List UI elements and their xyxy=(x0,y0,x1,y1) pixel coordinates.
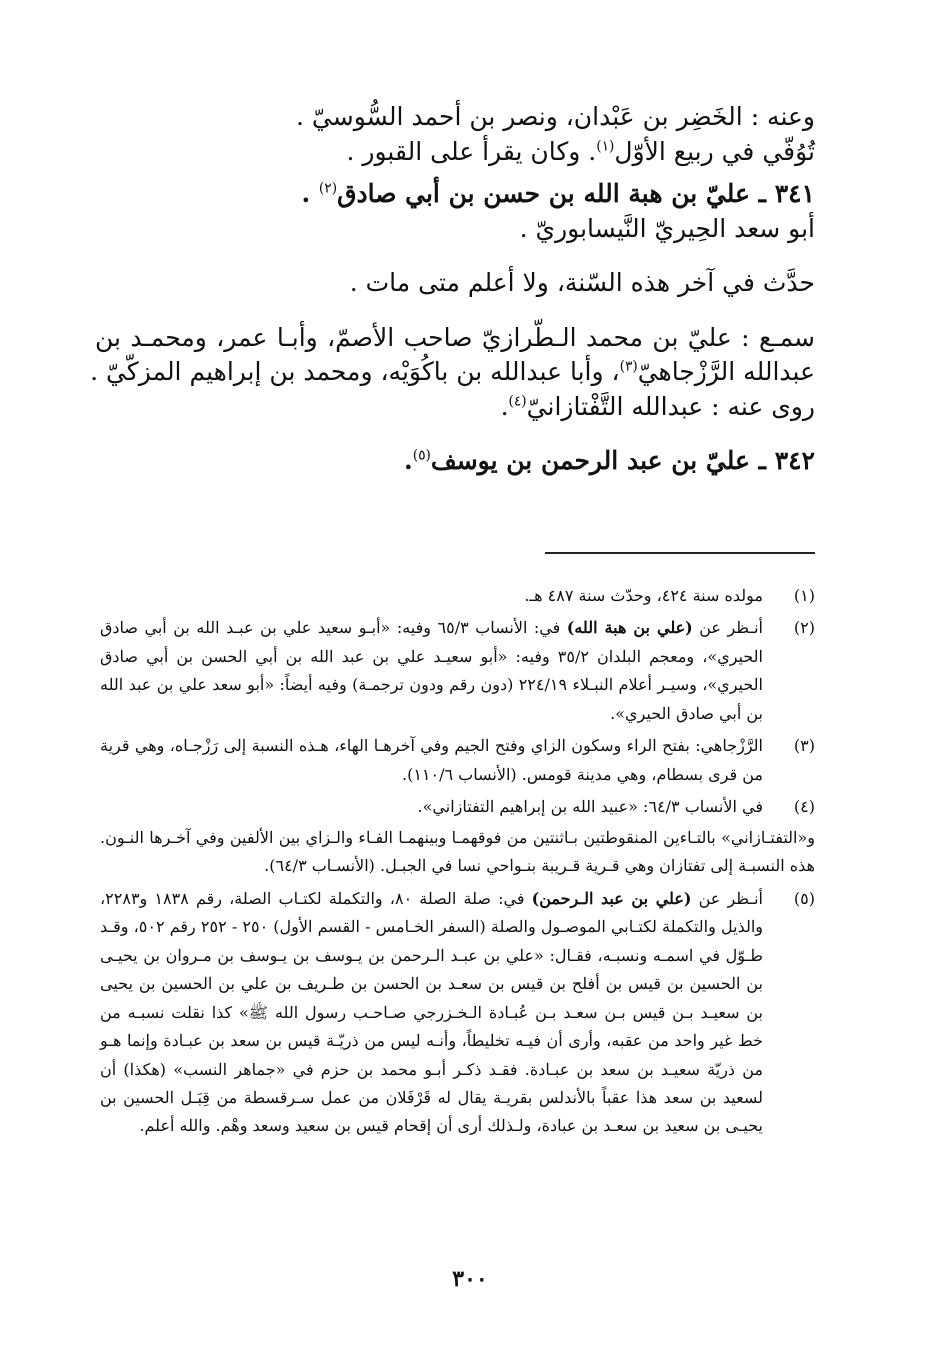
footnote-text-b: في: صلة الصلة ٨٠، والتكملة لكتـاب الصلة، رقم ١٨٣٨ و٢٢٨٣، والذيل والتكملة لكتـابي الموصـول والصلة (السفر الخـامس - القسم الأول) ٢٥٠ - ٢٥٢ رقم ٥٠٢، وقـد طـوّل في اسمـه ونسبـه، فقـال: «علي بن عبـد الـرحمن بن يـوسف بن يـوسف بن مـروان بن يحيـى بن الحسين بن قيس بن أفلح بن قيس بن سعـد بن الحسن بن طـريف بن علي بن الحسين بن يحيى بن سعيـد بـن قيس بـن سعـد بـن عُبـادة الـخـزرجي صـاحـب رسول الله ﷺ» كذا نقلت نسبـه من خط غير واحد من عقبه، وأرى أن فيـه تخليطاً، وأنـه ليس من ذريّـة قيس بن سعد بن عبـادة وإنما هـو من ذريّة سعيـد بن سعد بن عبـادة. فقـد ذكـر أبـو محمد بن حزم في «جماهر النسب» (هكذا) أن لسعيد بن سعد هذا عقباً بالأندلس بقريـة يقال له قَرْفَلان من عمل سـرقسطة من قِبَـل الحسين بن يحيـى بن سعيد بن سعـد بن عبادة، ولـذلك أرى أن إقحام قيس بن سعيد وسعد وهْم. والله أعلم. xyxy=(100,888,764,1136)
entry-342-heading xyxy=(95,444,815,479)
text-line-2-body: تُوُفّي في ربيع الأوّل xyxy=(614,136,815,166)
footnote-divider xyxy=(545,552,815,554)
footnote-number: (١) xyxy=(793,586,815,605)
footnote-number: (٣) xyxy=(793,736,815,756)
entry-341-line6-a: روى عنه : عبدالله التَّفْتازانيّ xyxy=(526,391,815,421)
main-text-block xyxy=(90,100,815,479)
footnote-3 xyxy=(100,732,815,789)
footnote-ref-3[interactable]: (٣) xyxy=(619,358,638,375)
entry-341-heard-from-cont xyxy=(90,355,815,390)
text-line-1: وعنه : الخَضِر بن عَبْدان، ونصر بن أحمد السُّوسيّ . xyxy=(296,102,815,131)
entry-341-line5-a: عبدالله الرَّزْجاهيّ xyxy=(637,357,815,386)
footnote-text-a: أنـظر عن xyxy=(691,888,763,908)
entry-341-line6-b: . xyxy=(500,391,509,421)
entry-341-heard-from: سمـع : عليّ بن محمد الـطّرازيّ صاحب الأصمّ، وأبـا عمر، ومحمـد بن xyxy=(95,322,815,352)
footnote-1 xyxy=(100,582,815,610)
footnote-bold-name: (علي بن عبد الـرحمن) xyxy=(531,888,692,908)
footnote-5 xyxy=(100,885,815,1141)
entry-341-heading-tail: . xyxy=(301,179,319,208)
entry-341-heading xyxy=(95,177,815,212)
footnote-paragraph: و«التفتـازاني» بالتـاءين المنقوطتين بـاثنتين من فوقهمـا وبينهمـا الفـاء والـزاي بين الألفين وفي آخـرها النـون. هذه النسبـة إلى تفتازان وهي قـرية قـريبة بنـواحي نسا في الجبـل. (الأنسـاب ٦٤/٣). xyxy=(100,827,815,876)
entry-341-narrated-by xyxy=(95,390,815,425)
footnote-2 xyxy=(100,614,815,728)
page-number: ٣٠٠ xyxy=(452,1266,488,1292)
footnote-number: (٥) xyxy=(793,888,815,908)
footnote-number: (٢) xyxy=(793,618,815,638)
entry-341-line5-b: ، وأبا عبدالله بن باكُوَيْه، ومحمد بن إبراهيم المزكّيّ . xyxy=(90,357,620,386)
footnotes-section xyxy=(100,582,815,1145)
footnote-text: في الأنساب ٦٤/٣: «عبيد الله بن إبراهيم التفتازاني». xyxy=(417,797,763,817)
entry-342-heading-tail: . xyxy=(404,446,413,475)
footnote-number: (٤) xyxy=(793,797,815,817)
footnote-ref-4[interactable]: (٤) xyxy=(508,393,527,410)
footnote-4 xyxy=(100,793,815,880)
footnote-text-b: في: الأنساب ٦٥/٣ وفيه: «أبـو سعيد علي بن عبـد الله بن أبي صادق الحيري»، ومعجم البلدان ٣٥/٢ وفيه: «أبو سعيـد علي بن عبد الله بن أبي الحسن بن أبي صادق الحيري»، وسيـر أعلام النبـلاء ٢٢٤/١٩ (دون رقم ودون ترجمـة) وفيه أيضاً: «أبو سعد علي بن عبد الله بن أبي صادق الحيري». xyxy=(100,618,763,723)
footnote-ref-2[interactable]: (٢) xyxy=(318,180,338,197)
footnote-text-a: أنـظر عن xyxy=(692,618,763,638)
footnote-ref-1[interactable]: (١) xyxy=(596,138,615,155)
entry-341-kunya: أبو سعد الحِيريّ النَّيسابوريّ . xyxy=(519,213,815,243)
footnote-bold-name: (علي بن هبة الله) xyxy=(566,618,693,638)
text-line-2-tail: . وكان يقرأ على القبور . xyxy=(346,136,597,166)
footnote-text: مولده سنة ٤٢٤، وحدّث سنة ٤٨٧ هـ. xyxy=(524,586,763,605)
entry-341-narration: حدَّث في آخر هذه السّنة، ولا أعلم متى مات . xyxy=(349,268,815,297)
entry-341-title: ٣٤١ ـ عليّ بن هبة الله بن حسن بن أبي صادق xyxy=(337,179,815,208)
footnote-text: الرَّزْجاهي: بفتح الراء وسكون الزاي وفتح الجيم وفي آخرهـا الهاء، هـذه النسبة إلى رَزْجـاه، وهي قرية من قرى بسطام، وهي مدينة قومس. (الأنساب ١١٠/٦). xyxy=(100,736,763,784)
footnote-ref-5[interactable]: (٥) xyxy=(412,447,431,464)
text-line-2 xyxy=(95,135,815,170)
entry-342-title: ٣٤٢ ـ عليّ بن عبد الرحمن بن يوسف xyxy=(430,446,815,475)
